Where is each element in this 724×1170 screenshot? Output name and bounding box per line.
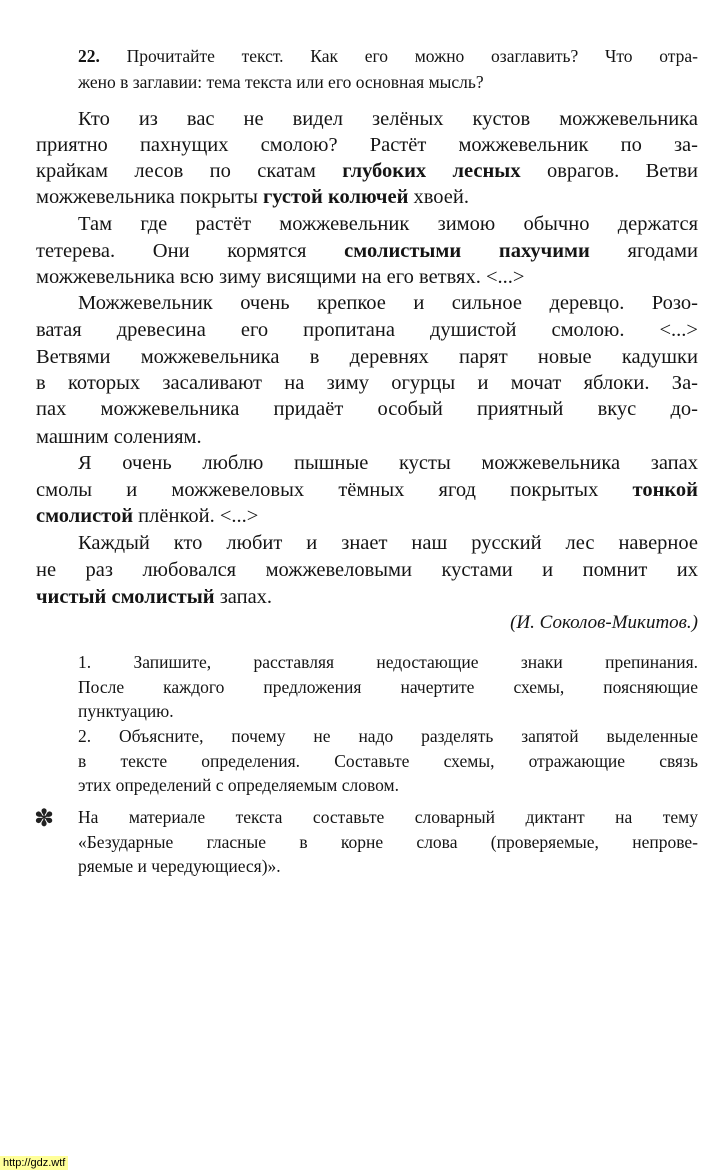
text-segment: хвоей. — [408, 186, 469, 208]
text-segment: Я очень люблю пышные кусты можжевельника запах — [78, 452, 698, 474]
text-segment: пунктуацию. — [78, 701, 174, 721]
text-line — [78, 677, 698, 698]
text-line — [36, 266, 698, 289]
text-line — [78, 775, 698, 796]
text-segment: запах. — [214, 586, 273, 608]
text-line — [36, 372, 698, 395]
text-line — [78, 832, 698, 853]
text-segment: машним солениям. — [36, 426, 202, 448]
text-line — [36, 134, 698, 157]
exercise-number: 22. — [78, 46, 100, 66]
text-segment: ягодами — [589, 240, 698, 262]
text-segment: плёнкой. <...> — [133, 505, 259, 527]
attribution: (И. Соколов-Микитов.) — [510, 612, 698, 633]
text-line — [36, 398, 698, 421]
text-segment: не раз любовался можжевеловыми кустами и помнит их — [36, 559, 698, 581]
text-line — [78, 452, 698, 475]
text-segment: можжевельника всю зиму висящими на его ветвях. <...> — [36, 266, 525, 288]
text-segment: 2. Объясните, почему не надо разделять запятой выделенные — [78, 726, 698, 746]
text-line — [36, 479, 698, 502]
text-segment: можжевельника покрыты — [36, 186, 263, 208]
highlighted-definition: густой колючей — [262, 186, 409, 208]
text-line — [36, 160, 698, 183]
text-segment: смолы и можжевеловых тёмных ягод покрытых — [36, 479, 633, 501]
text-line — [78, 856, 698, 877]
highlighted-definition: смолистыми пахучими — [344, 240, 590, 262]
text-segment: крайкам лесов по скатам — [36, 160, 343, 182]
text-line — [36, 240, 698, 263]
text-segment: «Безударные гласные в корне слова (проверяемые, непрове- — [78, 832, 698, 852]
text-segment: пах можжевельника придаёт особый приятный вкус до- — [36, 398, 698, 420]
text-segment: На материале текста составьте словарный диктант на тему — [78, 807, 698, 827]
text-segment: Можжевельник очень крепкое и сильное деревцо. Розо- — [78, 292, 698, 314]
text-segment: Ветвями можжевельника в деревнях парят новые кадушки — [36, 346, 698, 368]
text-line — [78, 807, 698, 828]
flower-asterisk-icon: ✽ — [34, 806, 55, 832]
text-line — [78, 108, 698, 131]
text-segment: в тексте определения. Составьте схемы, отражающие связь — [78, 751, 698, 771]
text-line — [36, 559, 698, 582]
text-segment: в которых засаливают на зиму огурцы и мочат яблоки. За- — [36, 372, 698, 394]
highlighted-definition: глубоких лесных — [342, 160, 521, 182]
text-line — [78, 701, 698, 722]
text-segment: Там где растёт можжевельник зимою обычно держатся — [78, 213, 698, 235]
text-segment: этих определений с определяемым словом. — [78, 775, 399, 795]
text-line — [36, 319, 698, 342]
text-line — [78, 751, 698, 772]
text-segment: приятно пахнущих смолою? Растёт можжевельник по за- — [36, 134, 698, 156]
text-segment: Кто из вас не видел зелёных кустов можжевельника — [78, 108, 698, 130]
text-segment: оврагов. Ветви — [520, 160, 698, 182]
text-segment: После каждого предложения начертите схемы, поясняющие — [78, 677, 698, 697]
text-segment: 1. Запишите, расставляя недостающие знаки препинания. — [78, 652, 698, 672]
text-line — [36, 505, 698, 528]
text-line — [36, 426, 698, 449]
highlighted-definition: смолистой — [36, 505, 134, 527]
heading-line: 22. Прочитайте текст. Как его можно озаглавить? Что отра- — [78, 46, 698, 66]
text-line — [78, 532, 698, 555]
highlighted-definition: чистый смолистый — [36, 586, 215, 608]
text-segment: ряемые и чередующиеся)». — [78, 856, 281, 876]
text-line — [78, 726, 698, 747]
text-line — [78, 213, 698, 236]
highlighted-definition: тонкой — [632, 479, 698, 501]
text-segment: ватая древесина его пропитана душистой смолою. <...> — [36, 319, 698, 341]
text-segment: Каждый кто любит и знает наш русский лес наверное — [78, 532, 698, 554]
text-segment: тетерева. Они кормятся — [36, 240, 345, 262]
text-line — [36, 586, 698, 609]
text-line — [78, 292, 698, 315]
watermark-link[interactable]: http://gdz.wtf — [0, 1156, 68, 1170]
text-line — [36, 186, 698, 209]
text-line — [78, 652, 698, 673]
text-line — [36, 346, 698, 369]
heading-line: жено в заглавии: тема текста или его основная мысль? — [78, 72, 484, 92]
